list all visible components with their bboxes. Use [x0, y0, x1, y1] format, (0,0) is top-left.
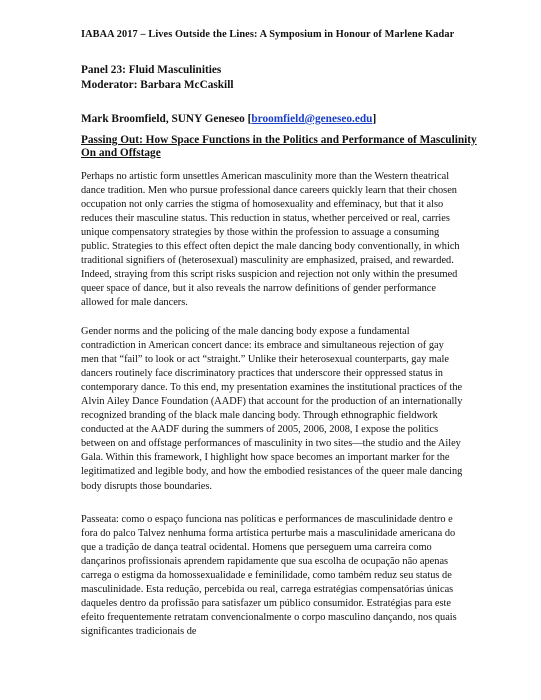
author-close-bracket: ] [372, 113, 377, 125]
abstract-paragraph-portuguese: Passeata: como o espaço funciona nas políticas e performances de masculinidade dentro e fora do palco Talvez nenhuma forma artística perturbe mais a masculinidade americana do que a tradição de dança teatral ocidental. Homens que perseguem uma carreira como dançarinos profissionais aprendem rapidamente que sua escolha de ocupação não apenas carrega o estigma da homossexualidade e feminilidade, como também reduz seu status de masculinidade. Esta redução, percebida ou real, carrega estratégias compensatórias únicas daqueles dentro da profissão para satisfazer um público consumidor. Estratégias para este efeito frequentemente retratam convencionalmente o corpo masculino dançando, nos quais significantes tradicionais de [81, 514, 457, 638]
abstract-paragraph-1: Perhaps no artistic form unsettles American masculinity more than the Western theatrical dance tradition. Men who pursue professional dance careers quickly learn that their chosen occupation not only carries the stigma of homosexuality and effeminacy, but that it also reduces their masculine status. This reduction in status, whether perceived or real, carries unique compensatory strategies by those within the profession to assuage a consuming public. Strategies to this effect often depict the male dancing body conventionally, in which traditional signifiers of (heterosexual) masculinity are emphasized, praised, and rewarded. Indeed, straying from this script risks suspicion and rejection not only within the presumed queer space of dance, but it also reveals the narrow definitions of gender performance allowed for male dancers. [81, 171, 460, 309]
symposium-header: IABAA 2017 – Lives Outside the Lines: A Symposium in Honour of Marlene Kadar [81, 29, 455, 40]
panel-title: Panel 23: Fluid Masculinities [81, 64, 222, 76]
author-name: Mark Broomfield, SUNY Geneseo [ [81, 113, 252, 125]
author-email-link[interactable]: broomfield@geneseo.edu [251, 113, 373, 125]
author-line [81, 113, 376, 125]
abstract-paragraph-2: Gender norms and the policing of the male dancing body expose a fundamental contradiction in American concert dance: its embrace and simultaneous rejection of gay men that “fail” to look or act “straight.” Unlike their heterosexual counterparts, gay male dancers routinely face discriminatory practices that underscore their oppressed status in contemporary dance. To this end, my presentation examines the institutional practices of the Alvin Ailey Dance Foundation (AADF) that account for the production of an internationally recognized branding of the black male dancing body. Through ethnographic fieldwork conducted at the AADF during the summers of 2005, 2006, 2008, I expose the politics between on and offstage performances of masculinity in two sites—the studio and the Ailey Gala. Within this framework, I highlight how space becomes an important marker for the legitimatized and legible body, and how the embodied resistances of the queer male dancing body disrupts those boundaries. [81, 326, 463, 492]
panel-moderator: Moderator: Barbara McCaskill [81, 79, 234, 91]
paper-title: Passing Out: How Space Functions in the Politics and Performance of Masculinity On and Offstage [81, 134, 477, 159]
panel-info [81, 63, 233, 93]
